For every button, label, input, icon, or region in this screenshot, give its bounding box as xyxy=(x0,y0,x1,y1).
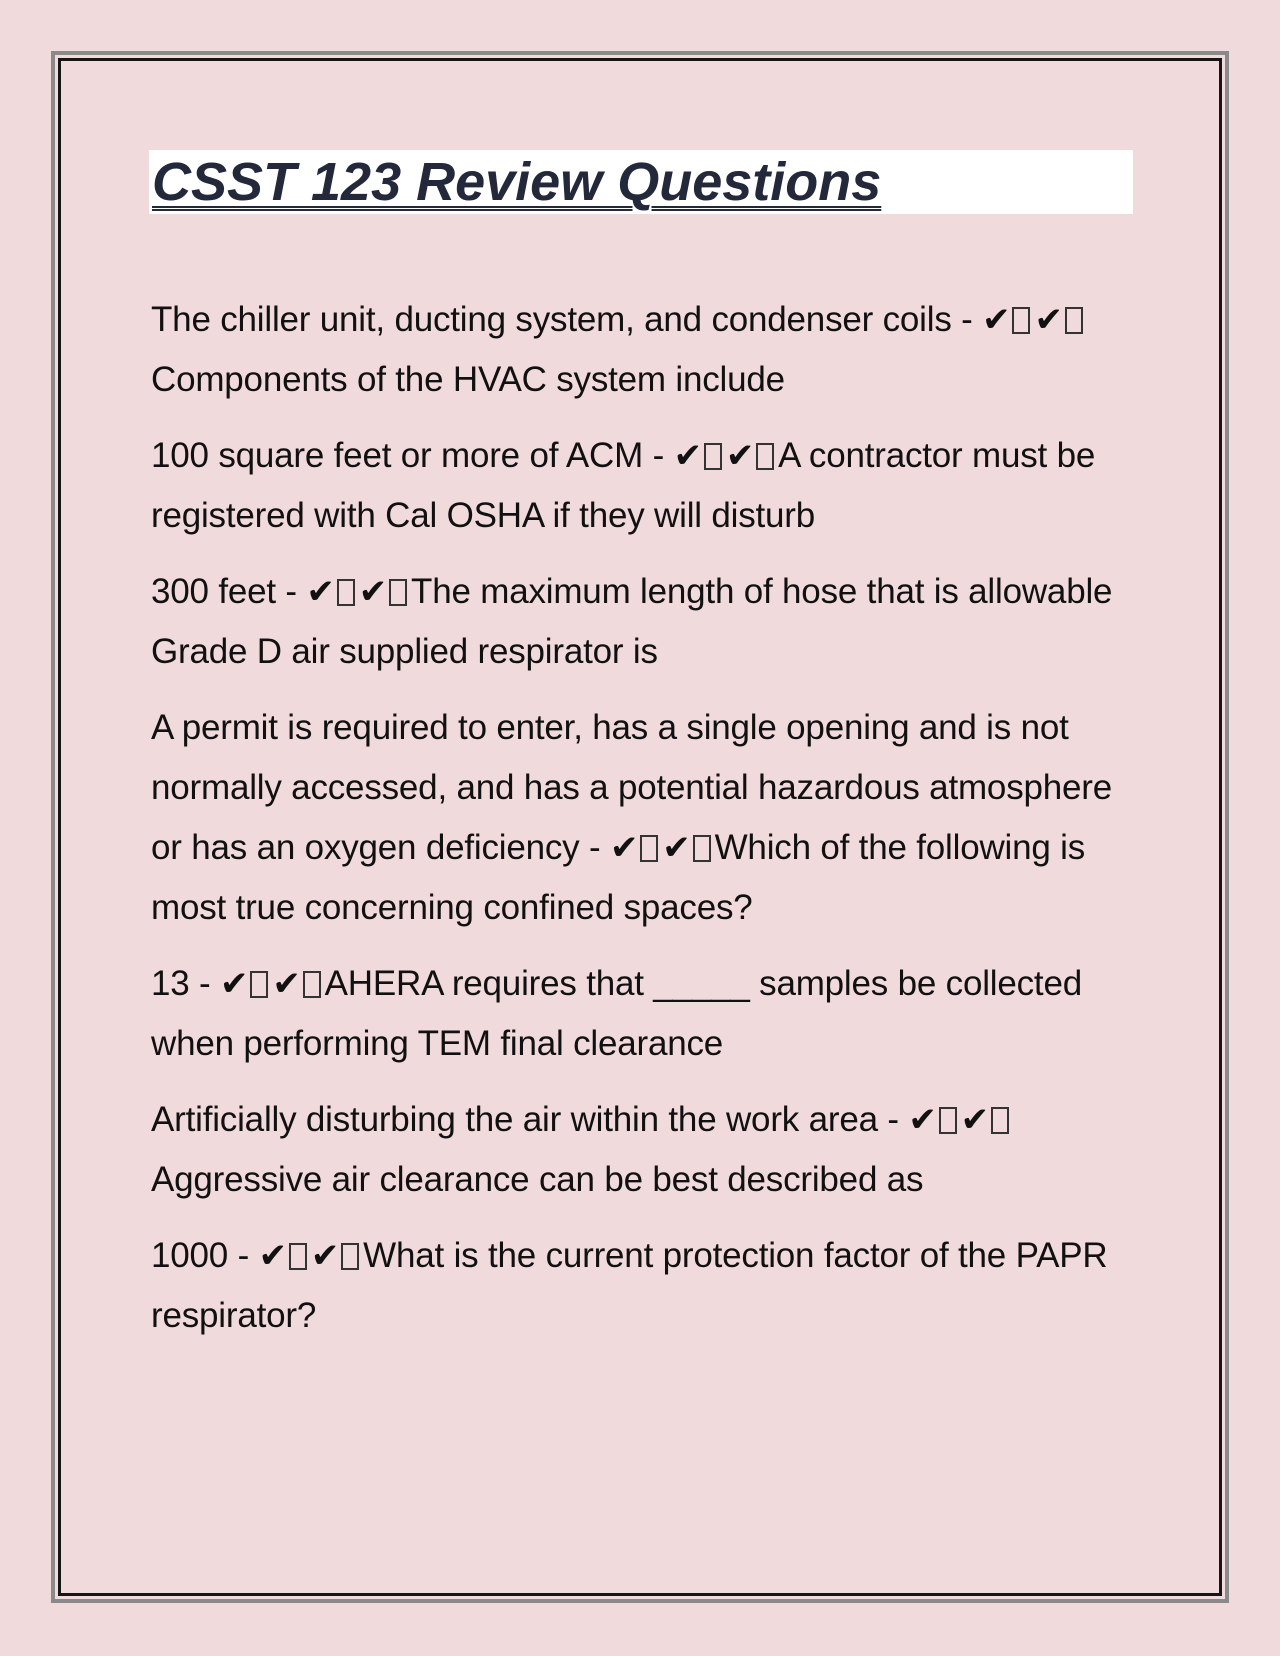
question-list xyxy=(151,290,1141,1362)
separator: - xyxy=(643,436,674,475)
question-text: The maximum length of hose that is allowable Grade D air supplied respirator is xyxy=(151,572,1113,671)
answer-text: A permit is required to enter, has a single opening and is not normally accessed, and has a potential hazardous atmosphere or has an oxygen deficiency xyxy=(151,708,1113,867)
answer-text: The chiller unit, ducting system, and condenser coils xyxy=(151,300,952,339)
question-text: Aggressive air clearance can be best described as xyxy=(151,1160,924,1199)
separator: - xyxy=(579,828,610,867)
question-text: Components of the HVAC system include xyxy=(151,360,785,399)
qa-item xyxy=(151,290,1141,410)
empty-box-icon xyxy=(389,579,407,606)
check-icon: ✔ xyxy=(725,436,755,476)
answer-text: 1000 xyxy=(151,1236,229,1275)
question-text: Which of the following is most true concerning confined spaces? xyxy=(151,828,1086,927)
empty-box-icon xyxy=(756,443,774,470)
empty-box-icon xyxy=(337,579,355,606)
answer-text: 100 square feet or more of ACM xyxy=(151,436,644,475)
empty-box-icon xyxy=(341,1243,359,1270)
question-text: A contractor must be registered with Cal OSHA if they will disturb xyxy=(151,436,1096,535)
qa-item xyxy=(151,562,1141,682)
separator: - xyxy=(877,1100,909,1139)
separator: - xyxy=(951,300,983,339)
empty-box-icon xyxy=(693,835,711,862)
check-icon: ✔ xyxy=(306,572,335,612)
qa-item xyxy=(151,1090,1141,1210)
empty-box-icon xyxy=(303,971,321,998)
empty-box-icon xyxy=(939,1107,957,1134)
qa-item xyxy=(151,1226,1141,1346)
check-icon: ✔ xyxy=(908,1100,937,1140)
check-icon: ✔ xyxy=(258,1236,287,1276)
check-icon: ✔ xyxy=(358,572,388,612)
empty-box-icon xyxy=(250,971,268,998)
check-icon: ✔ xyxy=(272,964,301,1004)
check-icon: ✔ xyxy=(610,828,639,868)
separator: - xyxy=(228,1236,259,1275)
empty-box-icon xyxy=(704,443,722,470)
empty-box-icon xyxy=(1065,307,1083,334)
question-text: What is the current protection factor of the PAPR respirator? xyxy=(151,1236,1108,1335)
check-icon: ✔ xyxy=(1034,300,1063,340)
empty-box-icon xyxy=(1012,307,1030,334)
answer-text: Artificially disturbing the air within the work area xyxy=(151,1100,878,1139)
qa-item xyxy=(151,954,1141,1074)
qa-item xyxy=(151,426,1141,546)
check-icon: ✔ xyxy=(310,1236,340,1276)
check-icon: ✔ xyxy=(982,300,1011,340)
check-icon: ✔ xyxy=(662,828,691,868)
document-title: CSST 123 Review Questions xyxy=(152,152,882,212)
separator: - xyxy=(189,964,221,1003)
check-icon: ✔ xyxy=(220,964,249,1004)
check-icon: ✔ xyxy=(673,436,702,476)
question-text: AHERA requires that _____ samples be collected when performing TEM final clearance xyxy=(151,964,1082,1063)
empty-box-icon xyxy=(640,835,658,862)
answer-text: 13 xyxy=(151,964,190,1003)
qa-item xyxy=(151,698,1141,938)
empty-box-icon xyxy=(289,1243,307,1270)
answer-text: 300 feet xyxy=(151,572,276,611)
check-icon: ✔ xyxy=(960,1100,989,1140)
separator: - xyxy=(275,572,307,611)
empty-box-icon xyxy=(991,1107,1009,1134)
